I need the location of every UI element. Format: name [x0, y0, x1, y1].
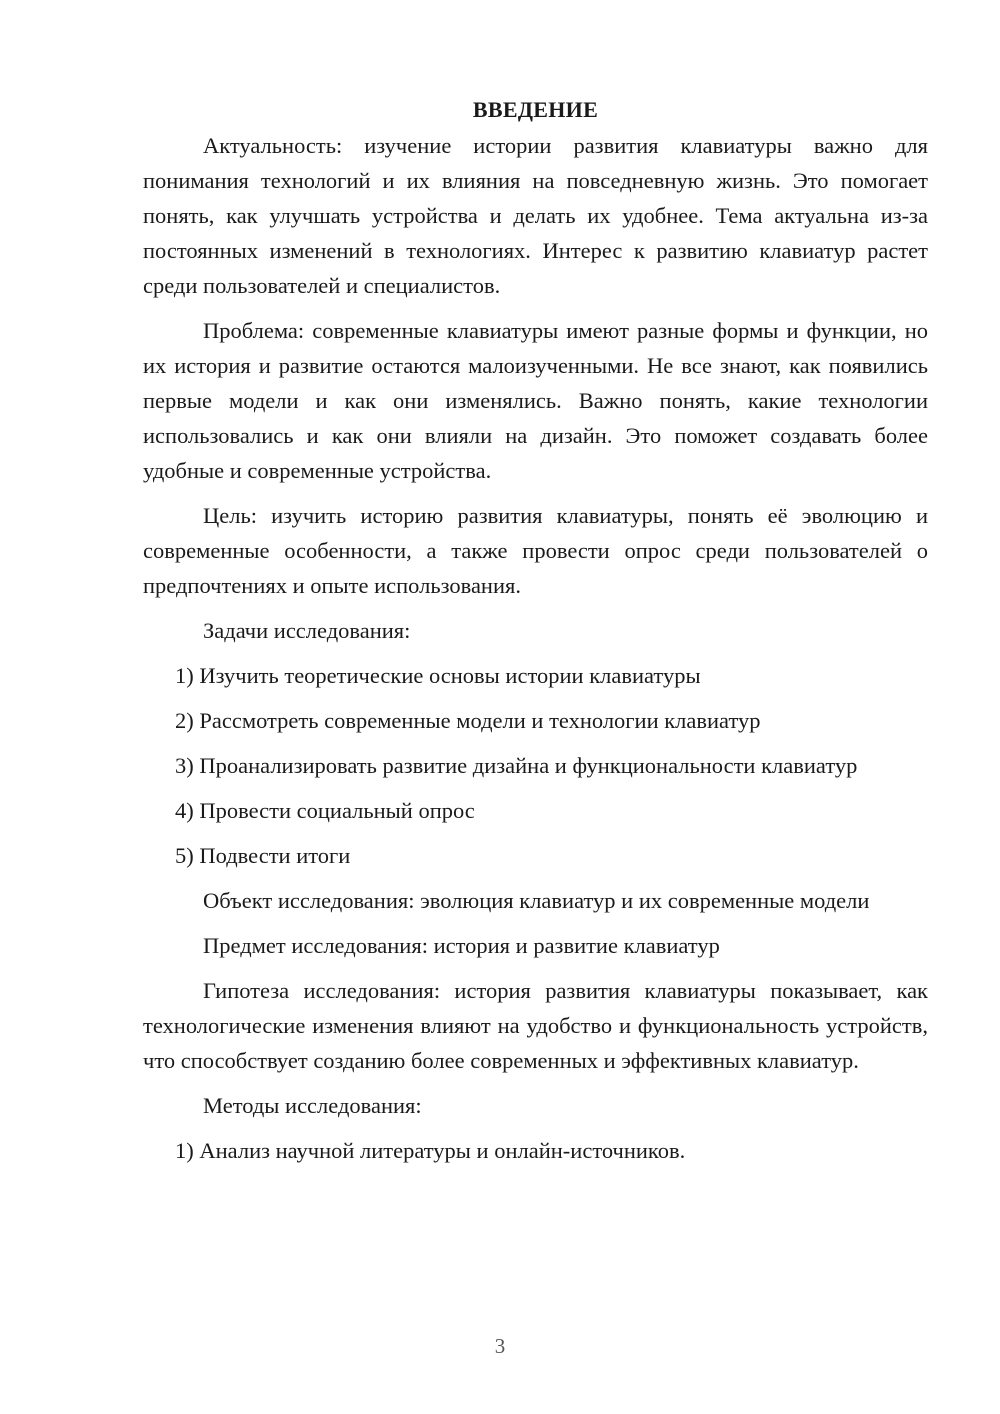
task-item: 2) Рассмотреть современные модели и технологии клавиатур	[175, 708, 761, 733]
object-paragraph: Объект исследования: эволюция клавиатур и их современные модели	[203, 888, 870, 913]
task-item: 4) Провести социальный опрос	[175, 798, 475, 823]
hypothesis-paragraph: Гипотеза исследования: история развития клавиатуры показывает, как технологические изменения влияют на удобство и функциональность устройств, что способствует созданию более современных и эффективных клавиатур.	[143, 978, 928, 1073]
page-content	[143, 92, 928, 1178]
relevance-paragraph: Актуальность: изучение истории развития клавиатуры важно для понимания технологий и их влияния на повседневную жизнь. Это помогает понять, как улучшать устройства и делать их удобнее. Тема актуальна из-за постоянных изменений в технологиях. Интерес к развитию клавиатур растет среди пользователей и специалистов.	[143, 133, 928, 298]
page-number: 3	[494, 1334, 506, 1358]
section-heading: ВВЕДЕНИЕ	[472, 97, 599, 122]
task-item: 1) Изучить теоретические основы истории клавиатуры	[175, 663, 701, 688]
task-item: 5) Подвести итоги	[175, 843, 351, 868]
tasks-title: Задачи исследования:	[203, 618, 411, 643]
task-item: 3) Проанализировать развитие дизайна и функциональности клавиатур	[175, 753, 858, 778]
methods-title: Методы исследования:	[203, 1093, 422, 1118]
method-item: 1) Анализ научной литературы и онлайн-источников.	[175, 1138, 686, 1163]
problem-paragraph: Проблема: современные клавиатуры имеют разные формы и функции, но их история и развитие остаются малоизученными. Не все знают, как появились первые модели и как они изменялись. Важно понять, какие технологии использовались и как они влияли на дизайн. Это поможет создавать более удобные и современные устройства.	[143, 318, 928, 483]
goal-paragraph: Цель: изучить историю развития клавиатуры, понять её эволюцию и современные особенности, а также провести опрос среди пользователей о предпочтениях и опыте использования.	[143, 503, 928, 598]
subject-paragraph: Предмет исследования: история и развитие клавиатур	[203, 933, 720, 958]
